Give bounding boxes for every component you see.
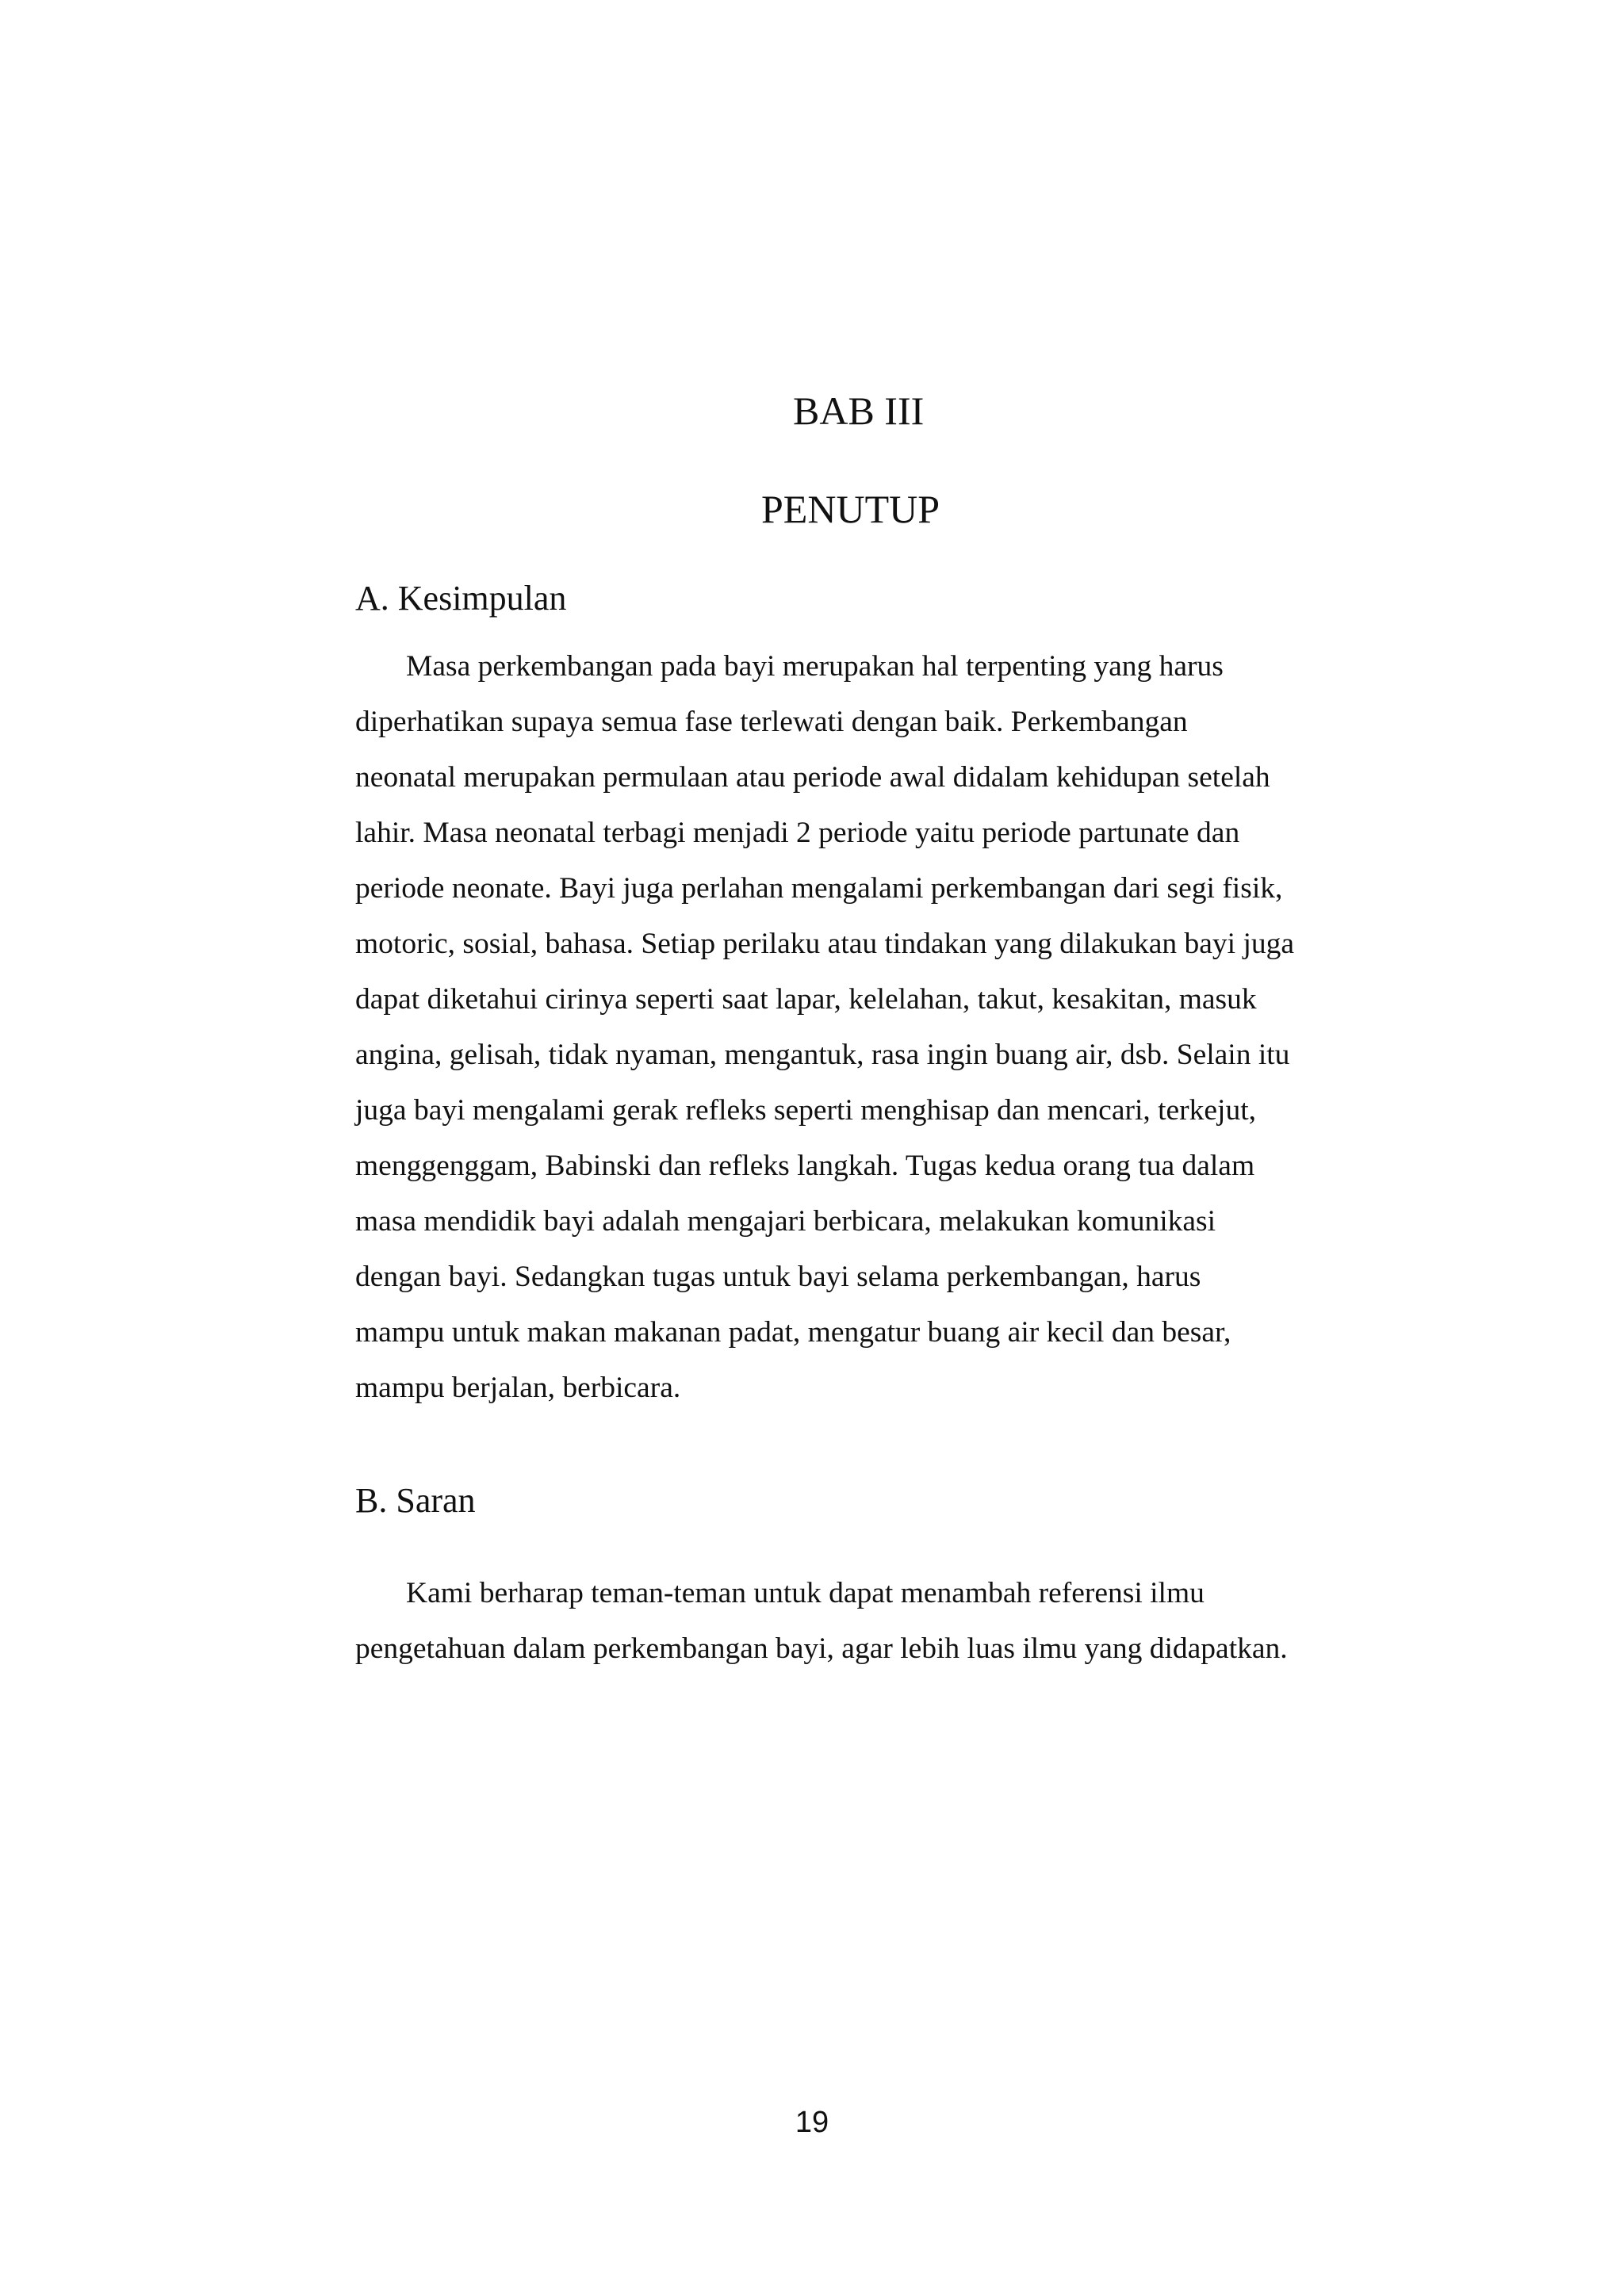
- page-number: 19: [795, 2106, 829, 2139]
- paragraph-line: masa mendidik bayi adalah mengajari berbicara, melakukan komunikasi: [355, 1205, 1216, 1238]
- chapter-number: BAB III: [793, 388, 925, 433]
- paragraph-line: periode neonate. Bayi juga perlahan mengalami perkembangan dari segi fisik,: [355, 872, 1283, 905]
- chapter-title: PENUTUP: [761, 487, 940, 531]
- paragraph-line: dapat diketahui cirinya seperti saat lapar, kelelahan, takut, kesakitan, masuk: [355, 983, 1257, 1016]
- paragraph-line: Masa perkembangan pada bayi merupakan hal terpenting yang harus: [406, 650, 1224, 683]
- paragraph-line: diperhatikan supaya semua fase terlewati dengan baik. Perkembangan: [355, 706, 1188, 738]
- saran-paragraph: [355, 1566, 1386, 1677]
- paragraph-line: dengan bayi. Sedangkan tugas untuk bayi selama perkembangan, harus: [355, 1261, 1201, 1293]
- paragraph-line: angina, gelisah, tidak nyaman, mengantuk, rasa ingin buang air, dsb. Selain itu: [355, 1039, 1290, 1071]
- paragraph-line: pengetahuan dalam perkembangan bayi, agar lebih luas ilmu yang didapatkan.: [355, 1632, 1288, 1665]
- section-heading-saran: B. Saran: [355, 1481, 476, 1520]
- kesimpulan-paragraph: [355, 639, 1386, 1416]
- paragraph-line: lahir. Masa neonatal terbagi menjadi 2 periode yaitu periode partunate dan: [355, 817, 1240, 849]
- paragraph-line: mampu berjalan, berbicara.: [355, 1372, 681, 1404]
- paragraph-line: motoric, sosial, bahasa. Setiap perilaku atau tindakan yang dilakukan bayi juga: [355, 928, 1295, 960]
- paragraph-line: neonatal merupakan permulaan atau periode awal didalam kehidupan setelah: [355, 761, 1270, 794]
- section-heading-kesimpulan: A. Kesimpulan: [355, 579, 567, 618]
- paragraph-line: mampu untuk makan makanan padat, mengatur buang air kecil dan besar,: [355, 1316, 1231, 1349]
- paragraph-line: Kami berharap teman-teman untuk dapat menambah referensi ilmu: [406, 1577, 1205, 1609]
- paragraph-line: menggenggam, Babinski dan refleks langkah. Tugas kedua orang tua dalam: [355, 1150, 1255, 1182]
- paragraph-line: juga bayi mengalami gerak refleks seperti menghisap dan mencari, terkejut,: [355, 1094, 1257, 1127]
